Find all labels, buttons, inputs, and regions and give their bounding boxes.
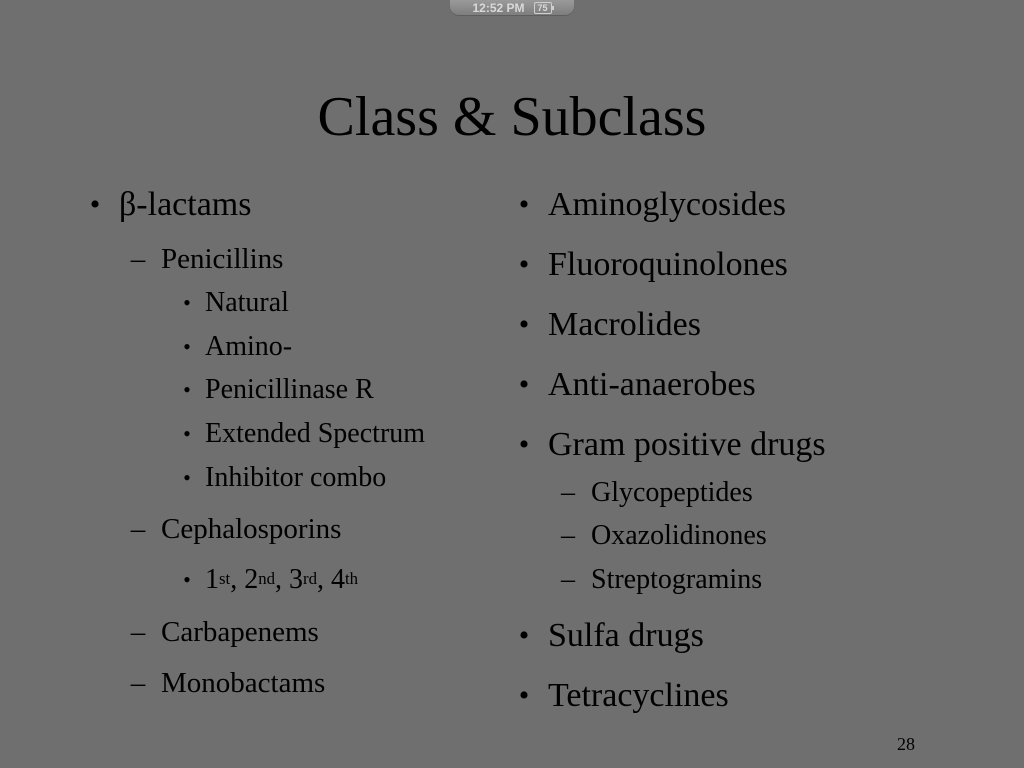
bullet-icon: •: [183, 567, 191, 592]
generation-3: 3rd: [288, 564, 317, 595]
sub-item-monobactams: [130, 666, 326, 700]
dash-icon: –: [561, 564, 575, 595]
sub-item-penicillins: [130, 242, 284, 276]
dash-icon: –: [130, 243, 146, 275]
subsub-item-label: Natural: [205, 287, 289, 318]
bullet-icon: •: [518, 248, 530, 281]
subsub-item-label: Extended Spectrum: [205, 418, 426, 449]
sub-item-label: Streptogramins: [591, 564, 763, 595]
bullet-icon: •: [183, 334, 191, 359]
bullet-icon: •: [183, 421, 191, 446]
sub-item-carbapenems: [130, 615, 319, 649]
list-item-gram-positive: [518, 425, 826, 465]
list-item-tetracyclines: [518, 676, 729, 716]
generation-1: 1st: [205, 564, 231, 595]
generation-4: 4th: [330, 564, 359, 595]
list-item-label: Gram positive drugs: [548, 426, 826, 463]
list-item-label: Tetracyclines: [548, 677, 729, 714]
list-item-label: β-lactams: [119, 186, 252, 223]
subsub-item-generations: • 1st, 2nd, 3rd, 4th: [205, 563, 358, 597]
list-item-label: Aminoglycosides: [548, 186, 786, 223]
dash-icon: –: [130, 667, 146, 699]
list-item-label: Fluoroquinolones: [548, 246, 788, 283]
dash-icon: –: [130, 513, 146, 545]
list-item-label: Anti-anaerobes: [548, 366, 756, 403]
generation-2: 2nd: [244, 564, 275, 595]
bullet-icon: •: [183, 290, 191, 315]
sub-item-label: Cephalosporins: [161, 513, 342, 545]
bullet-icon: •: [518, 619, 530, 652]
subsub-item-label: Amino-: [205, 331, 293, 362]
page-number: 28: [897, 734, 915, 754]
subsub-item-extended-spectrum: [183, 417, 426, 451]
bullet-icon: •: [183, 465, 191, 490]
sub-item-streptogramins: [561, 563, 763, 597]
list-item-fluoroquinolones: [518, 245, 788, 285]
bullet-icon: •: [518, 679, 530, 712]
bullet-icon: •: [183, 377, 191, 402]
sub-item-oxazolidinones: [561, 519, 767, 553]
dash-icon: –: [561, 520, 575, 551]
status-bar: [450, 0, 574, 16]
slide-title: Class & Subclass: [317, 86, 707, 148]
sub-item-label: Oxazolidinones: [591, 520, 767, 551]
sub-item-cephalosporins: [130, 512, 342, 546]
list-item-sulfa-drugs: [518, 616, 704, 656]
subsub-item-natural: [183, 286, 289, 320]
subsub-item-label: Inhibitor combo: [205, 462, 387, 493]
bullet-icon: •: [518, 308, 530, 341]
subsub-item-inhibitor-combo: [183, 461, 387, 495]
sub-item-glycopeptides: [561, 476, 753, 510]
dash-icon: –: [130, 616, 146, 648]
list-item-beta-lactams: [89, 185, 252, 225]
subsub-item-penicillinase-r: [183, 373, 374, 407]
battery-icon: 75: [534, 2, 552, 14]
sub-item-label: Carbapenems: [161, 616, 319, 648]
list-item-anti-anaerobes: [518, 365, 756, 405]
status-time: 12:52 PM: [472, 1, 525, 15]
list-item-label: Macrolides: [548, 306, 701, 343]
subsub-item-label: Penicillinase R: [205, 374, 374, 405]
sub-item-label: Monobactams: [161, 667, 326, 699]
bullet-icon: •: [518, 428, 530, 461]
sub-item-label: Penicillins: [161, 243, 284, 275]
bullet-icon: •: [518, 368, 530, 401]
bullet-icon: •: [89, 188, 101, 221]
subsub-item-amino: [183, 330, 293, 364]
bullet-icon: •: [518, 188, 530, 221]
sub-item-label: Glycopeptides: [591, 477, 753, 508]
dash-icon: –: [561, 477, 575, 508]
list-item-macrolides: [518, 305, 701, 345]
list-item-aminoglycosides: [518, 185, 786, 225]
list-item-label: Sulfa drugs: [548, 617, 704, 654]
